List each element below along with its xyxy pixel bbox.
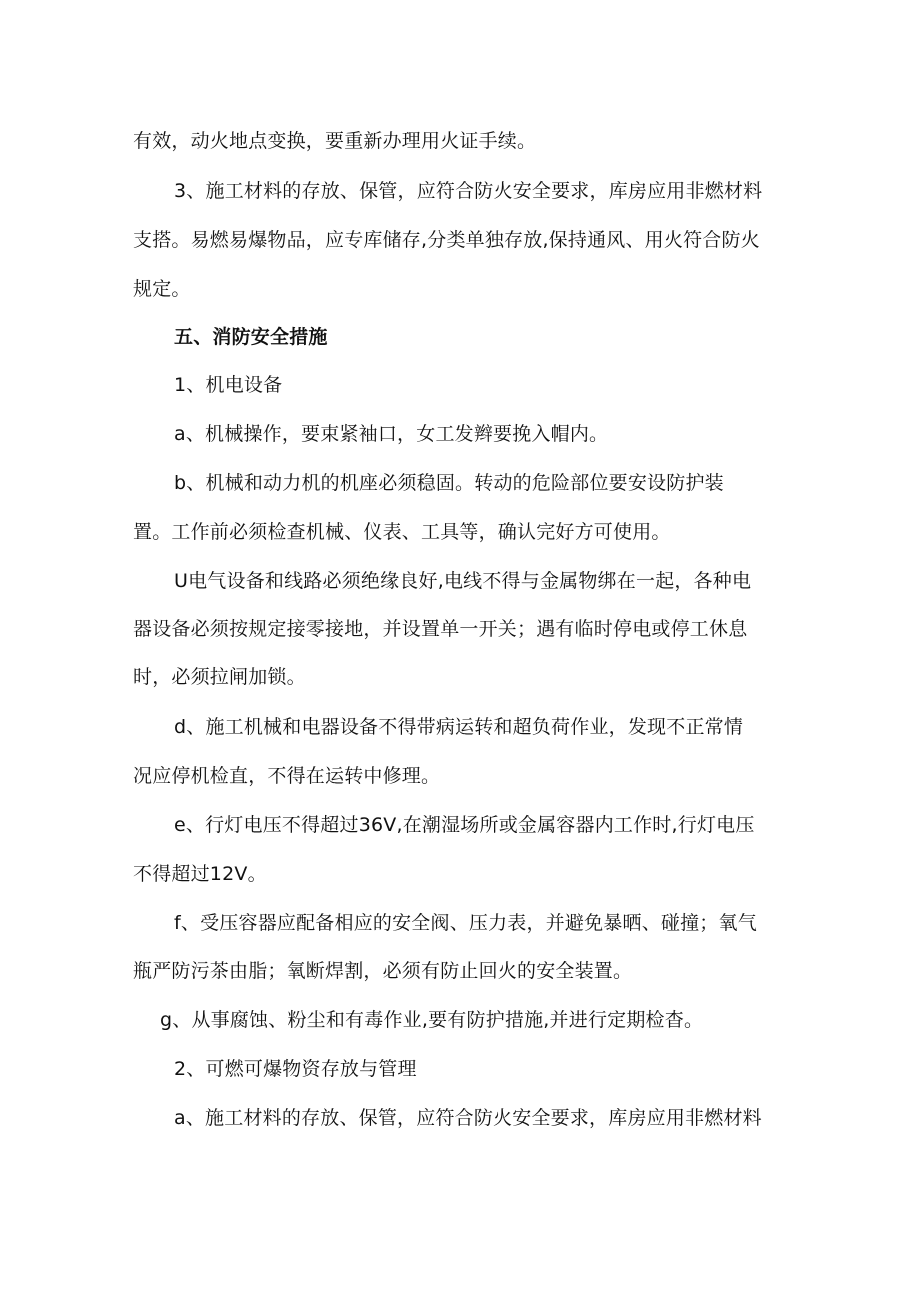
text-line: d、施工机械和电器设备不得带病运转和超负荷作业，发现不正常情 — [174, 716, 744, 738]
section-heading: 五、消防安全措施 — [174, 326, 328, 348]
text-line: U电气设备和线路必须绝缘良好,电线不得与金属物绑在一起，各种电 — [174, 570, 752, 592]
text-line: 瓶严防污茶由脂；氧断焊割，必须有防止回火的安全装置。 — [133, 960, 633, 982]
subsection-heading: 2、可燃可爆物资存放与管理 — [174, 1058, 417, 1080]
text-line: 有效，动火地点变换，要重新办理用火证手续。 — [133, 130, 537, 152]
text-line: a、机械操作，要束紧袖口，女工发辫要挽入帽内。 — [174, 423, 609, 445]
text-line: b、机械和动力机的机座必须稳固。转动的危险部位要安设防护装 — [174, 472, 724, 494]
subsection-heading: 1、机电设备 — [174, 374, 283, 396]
text-line: 置。工作前必须检查机械、仪表、工具等，确认完好方可使用。 — [133, 521, 671, 543]
text-line: 规定。 — [133, 278, 191, 300]
text-line: 况应停机检直，不得在运转中修理。 — [133, 765, 441, 787]
text-line: f、受压容器应配备相应的安全阀、压力表，并避免暴晒、碰撞；氧气 — [174, 912, 757, 934]
text-line: 支搭。易燃易爆物品，应专库储存,分类单独存放,保持通风、用火符合防火 — [133, 229, 760, 251]
text-line: e、行灯电压不得超过36V,在潮湿场所或金属容器内工作时,行灯电压 — [174, 814, 755, 836]
text-line: a、施工材料的存放、保管，应符合防火安全要求，库房应用非燃材料 — [174, 1107, 762, 1129]
text-line: g、从事腐蚀、粉尘和有毒作业,要有防护措施,并进行定期检杳。 — [160, 1009, 704, 1031]
text-line: 不得超过12V。 — [133, 863, 267, 885]
text-line: 器设备必须按规定接零接地，并设置单一开关；遇有临时停电或停工休息 — [133, 618, 748, 640]
text-line: 时，必须拉闸加锁。 — [133, 666, 306, 688]
text-line: 3、施工材料的存放、保管，应符合防火安全要求，库房应用非燃材料 — [174, 180, 763, 202]
